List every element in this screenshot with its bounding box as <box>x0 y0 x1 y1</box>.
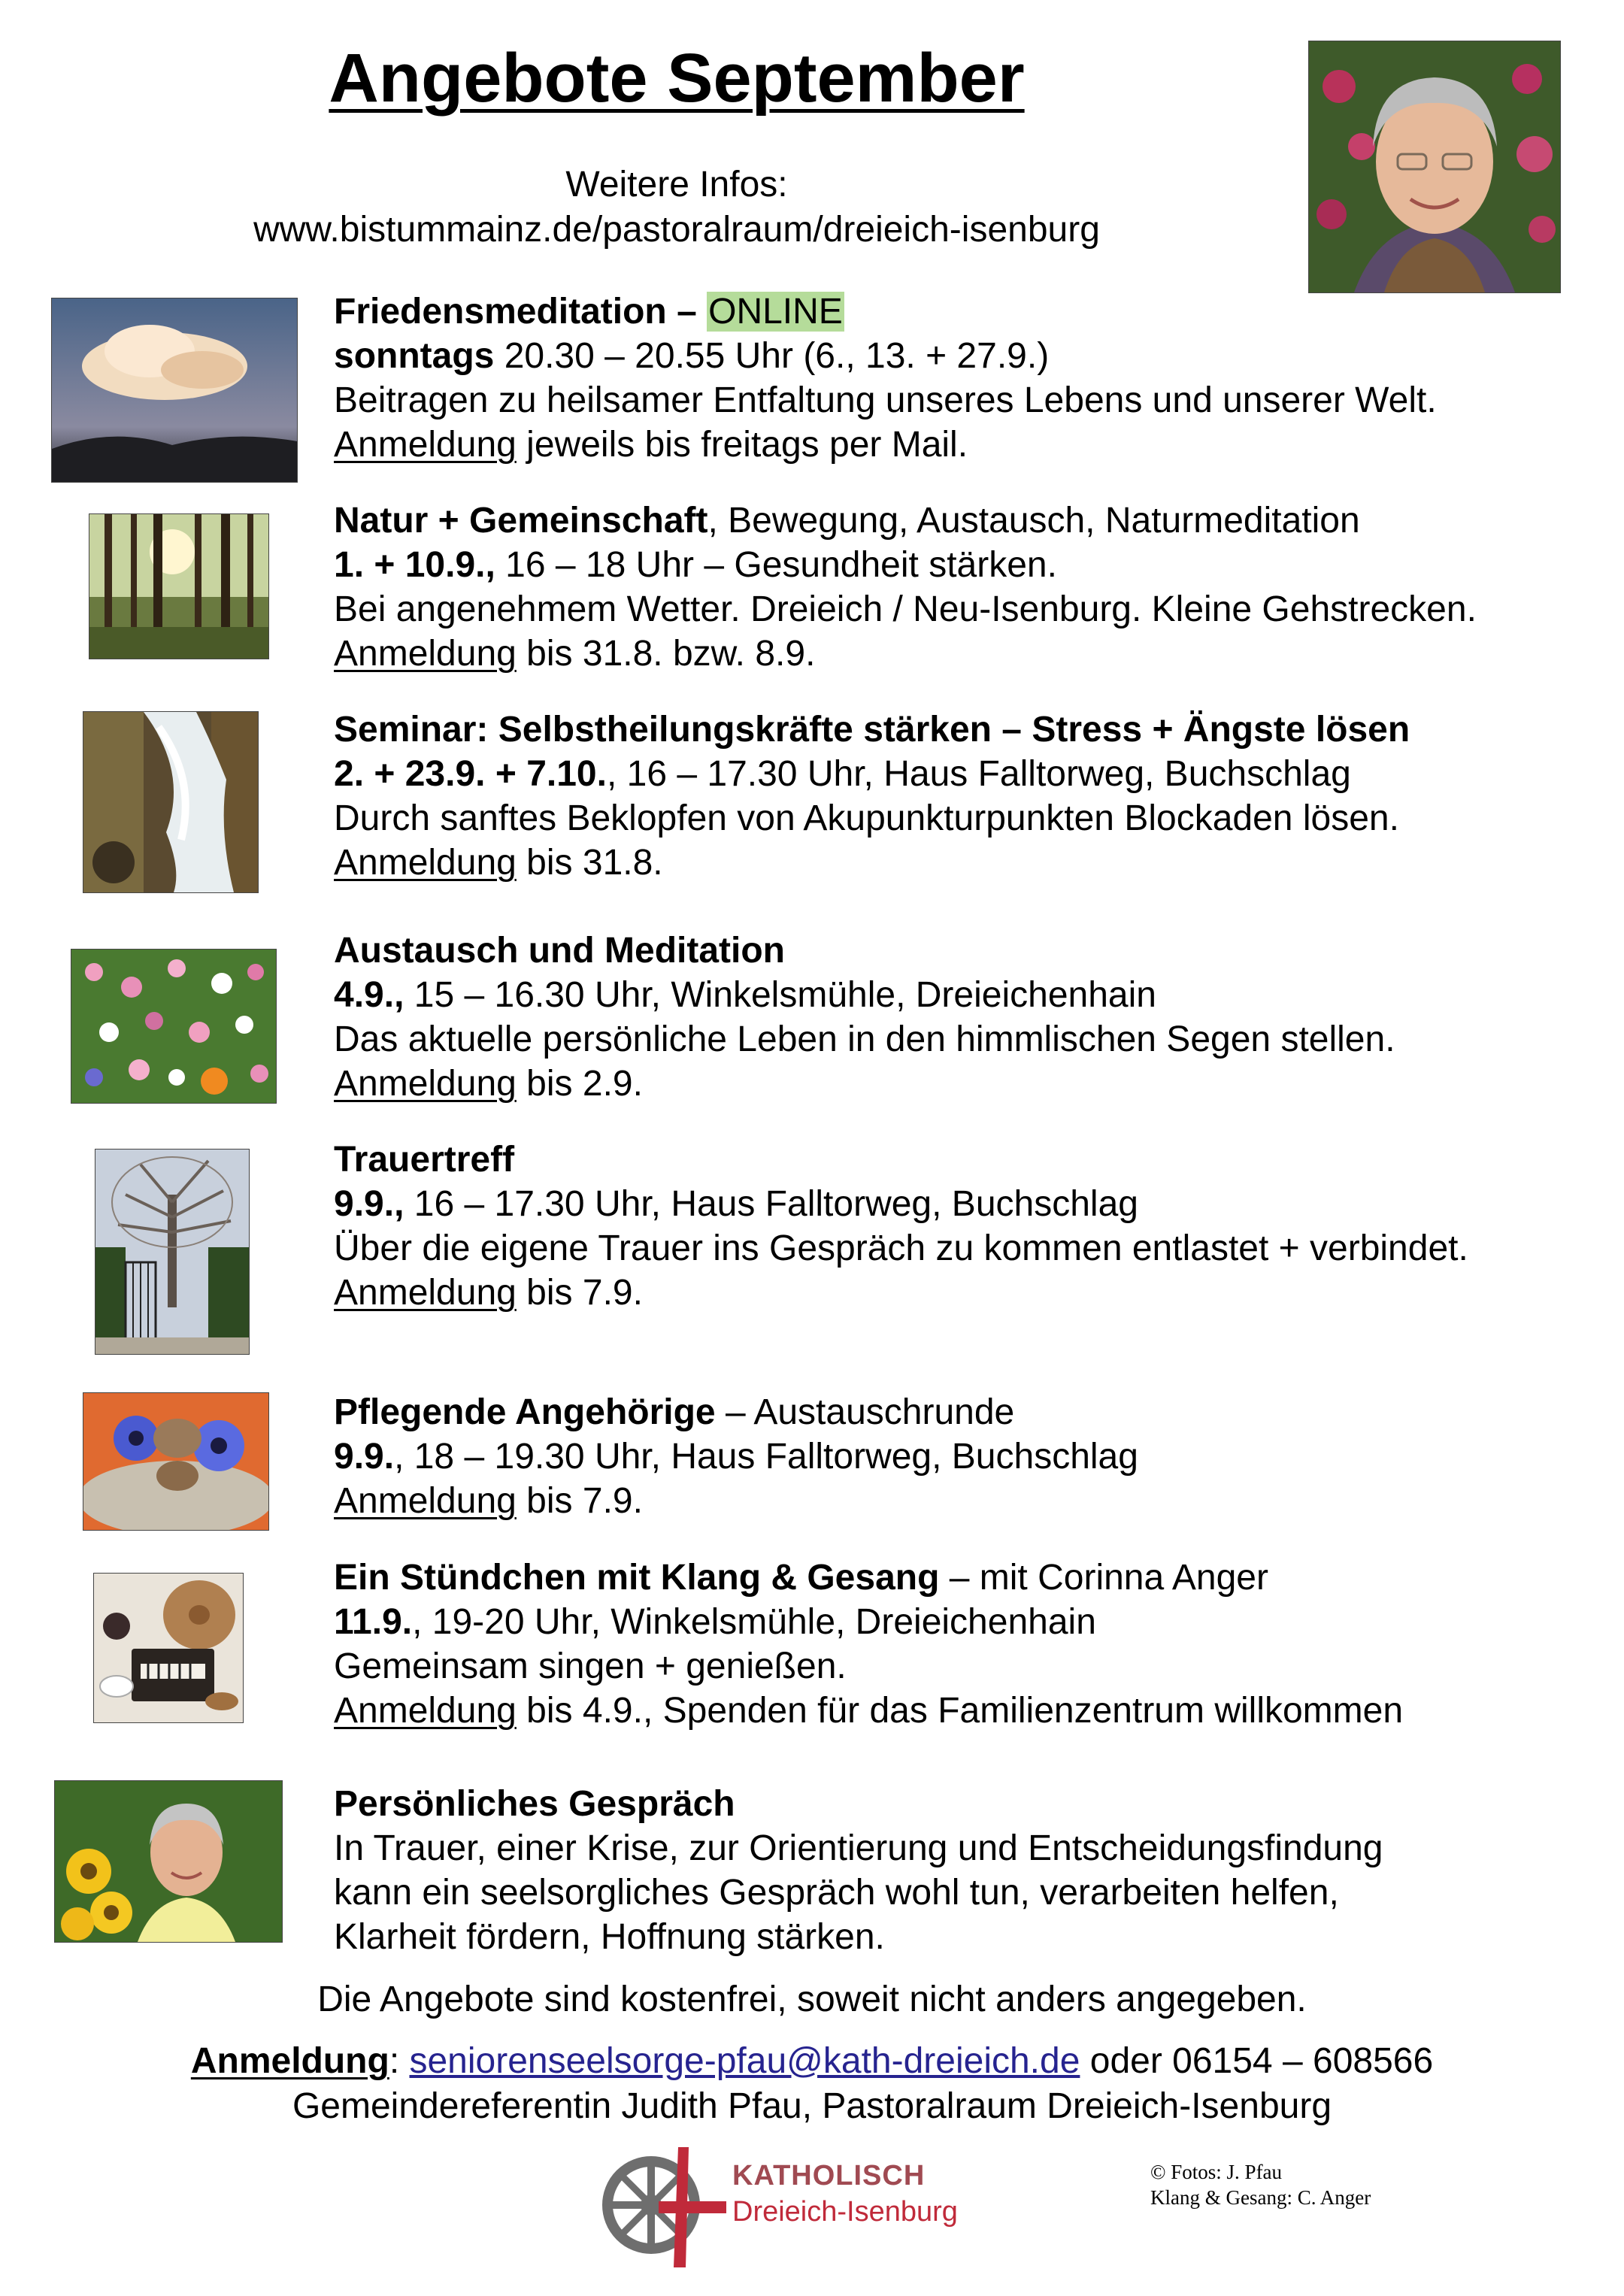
registration-label: Anmeldung <box>334 1691 517 1731</box>
logo-line-1: KATHOLISCH <box>732 2160 926 2191</box>
entry-description: Das aktuelle persönliche Leben in den himmlischen Segen stellen. <box>334 1019 1395 1059</box>
entry-time: 16 – 18 Uhr – Gesundheit stärken. <box>495 545 1057 585</box>
entry-austausch-meditation <box>334 928 1597 1106</box>
online-badge: ONLINE <box>708 292 843 332</box>
registration-deadline: bis 2.9. <box>516 1064 643 1104</box>
entry-date: 1. + 10.9., <box>334 545 495 585</box>
entry-time: , 19-20 Uhr, Winkelsmühle, Dreieichenhain <box>412 1602 1096 1642</box>
registration-label: Anmeldung <box>334 634 517 674</box>
info-url[interactable]: www.bistummainz.de/pastoralraum/dreieich-isenburg <box>253 210 1100 250</box>
entry-description: Gemeinsam singen + genießen. <box>334 1646 847 1686</box>
logo-text <box>732 2158 958 2230</box>
entry-date: 9.9. <box>334 1437 395 1477</box>
entry-date: 4.9., <box>334 975 404 1015</box>
credits-line-1: © Fotos: J. Pfau <box>1150 2161 1283 2183</box>
entry-subtitle: – Austauschrunde <box>715 1392 1015 1432</box>
waterfall-photo <box>83 711 259 893</box>
entry-description-line-3: Klarheit fördern, Hoffnung stärken. <box>334 1917 885 1957</box>
entry-title: Seminar: Selbstheilungskräfte stärken – Stress + Ängste lösen <box>334 710 1410 750</box>
entry-trauertreff <box>334 1137 1597 1315</box>
entry-description: Über die eigene Trauer ins Gespräch zu kommen entlastet + verbindet. <box>334 1228 1468 1268</box>
registration-label: Anmeldung <box>334 843 517 883</box>
entry-klang-gesang <box>334 1555 1597 1733</box>
entry-description: Durch sanftes Beklopfen von Akupunkturpunkten Blockaden lösen. <box>334 798 1399 838</box>
entry-subtitle: – mit Corinna Anger <box>939 1558 1268 1598</box>
forest-photo <box>89 513 269 659</box>
registration-deadline: bis 31.8. bzw. 8.9. <box>516 634 816 674</box>
cloud-photo <box>51 298 298 483</box>
entry-natur-gemeinschaft <box>334 498 1597 676</box>
entry-title: Ein Stündchen mit Klang & Gesang <box>334 1558 940 1598</box>
portrait-photo <box>1308 41 1561 293</box>
email-link[interactable]: seniorenseelsorge-pfau@kath-dreieich.de <box>409 2041 1080 2081</box>
phone-text: oder 06154 – 608566 <box>1080 2041 1434 2081</box>
entry-description-line-2: kann ein seelsorgliches Gespräch wohl tun, verarbeiten helfen, <box>334 1873 1339 1913</box>
entry-description: Bei angenehmem Wetter. Dreieich / Neu-Isenburg. Kleine Gehstrecken. <box>334 589 1477 629</box>
contact-person: Gemeindereferentin Judith Pfau, Pastoralraum Dreieich-Isenburg <box>292 2086 1332 2126</box>
entry-persoenliches-gespraech <box>334 1782 1597 1959</box>
entry-time: , 16 – 17.30 Uhr, Haus Falltorweg, Buchschlag <box>606 754 1351 794</box>
info-label: Weitere Infos: <box>565 165 788 204</box>
registration-colon: : <box>389 2041 410 2081</box>
entry-date: sonntags <box>334 336 495 376</box>
registration-label: Anmeldung <box>334 425 517 465</box>
entry-title: Natur + Gemeinschaft <box>334 501 708 541</box>
free-note-text: Die Angebote sind kostenfrei, soweit nicht anders angegeben. <box>317 1979 1307 2019</box>
credits-line-2: Klang & Gesang: C. Anger <box>1150 2186 1371 2209</box>
registration-deadline: bis 7.9. <box>516 1481 643 1521</box>
entry-date: 9.9., <box>334 1184 404 1224</box>
logo-line-2: Dreieich-Isenburg <box>732 2196 958 2228</box>
entry-description-line-1: In Trauer, einer Krise, zur Orientierung und Entscheidungsfindung <box>334 1828 1383 1868</box>
sunflower-portrait-photo <box>54 1780 283 1943</box>
logo-icon <box>598 2141 731 2269</box>
entry-title: Austausch und Meditation <box>334 931 785 971</box>
registration-label: Anmeldung <box>334 1481 517 1521</box>
photo-credits <box>1150 2159 1371 2210</box>
flowers-photo <box>71 949 277 1104</box>
registration-deadline: bis 4.9., Spenden für das Familienzentrum willkommen <box>516 1691 1404 1731</box>
registration-deadline: bis 31.8. <box>516 843 663 883</box>
entry-seminar <box>334 707 1597 885</box>
entry-time: 15 – 16.30 Uhr, Winkelsmühle, Dreieichenhain <box>404 975 1156 1015</box>
entry-description: Beitragen zu heilsamer Entfaltung unseres Lebens und unserer Welt. <box>334 380 1437 420</box>
registration-deadline: jeweils bis freitags per Mail. <box>516 425 968 465</box>
entry-title: Friedensmeditation – <box>334 292 697 332</box>
free-note <box>0 1977 1624 2022</box>
entry-date: 2. + 23.9. + 7.10. <box>334 754 607 794</box>
registration-deadline: bis 7.9. <box>516 1273 643 1313</box>
entry-subtitle: , Bewegung, Austausch, Naturmeditation <box>707 501 1360 541</box>
entry-title: Pflegende Angehörige <box>334 1392 716 1432</box>
contact-block <box>0 2039 1624 2129</box>
page-title: Angebote September <box>329 40 1025 117</box>
entry-time: 20.30 – 20.55 Uhr (6., 13. + 27.9.) <box>494 336 1050 376</box>
entry-title: Trauertreff <box>334 1140 515 1180</box>
info-block <box>0 162 1353 253</box>
tree-gate-photo <box>95 1149 250 1355</box>
entry-time: 16 – 17.30 Uhr, Haus Falltorweg, Buchschlag <box>404 1184 1138 1224</box>
registration-label: Anmeldung <box>334 1273 517 1313</box>
entry-time: , 18 – 19.30 Uhr, Haus Falltorweg, Buchschlag <box>394 1437 1138 1477</box>
registration-label: Anmeldung <box>190 2041 389 2081</box>
entry-date: 11.9. <box>334 1602 413 1642</box>
registration-label: Anmeldung <box>334 1064 517 1104</box>
entry-title: Persönliches Gespräch <box>334 1784 735 1824</box>
pansies-photo <box>83 1392 269 1531</box>
entry-pflegende-angehoerige <box>334 1390 1597 1523</box>
instruments-photo <box>93 1573 244 1723</box>
entry-friedensmeditation <box>334 289 1597 467</box>
